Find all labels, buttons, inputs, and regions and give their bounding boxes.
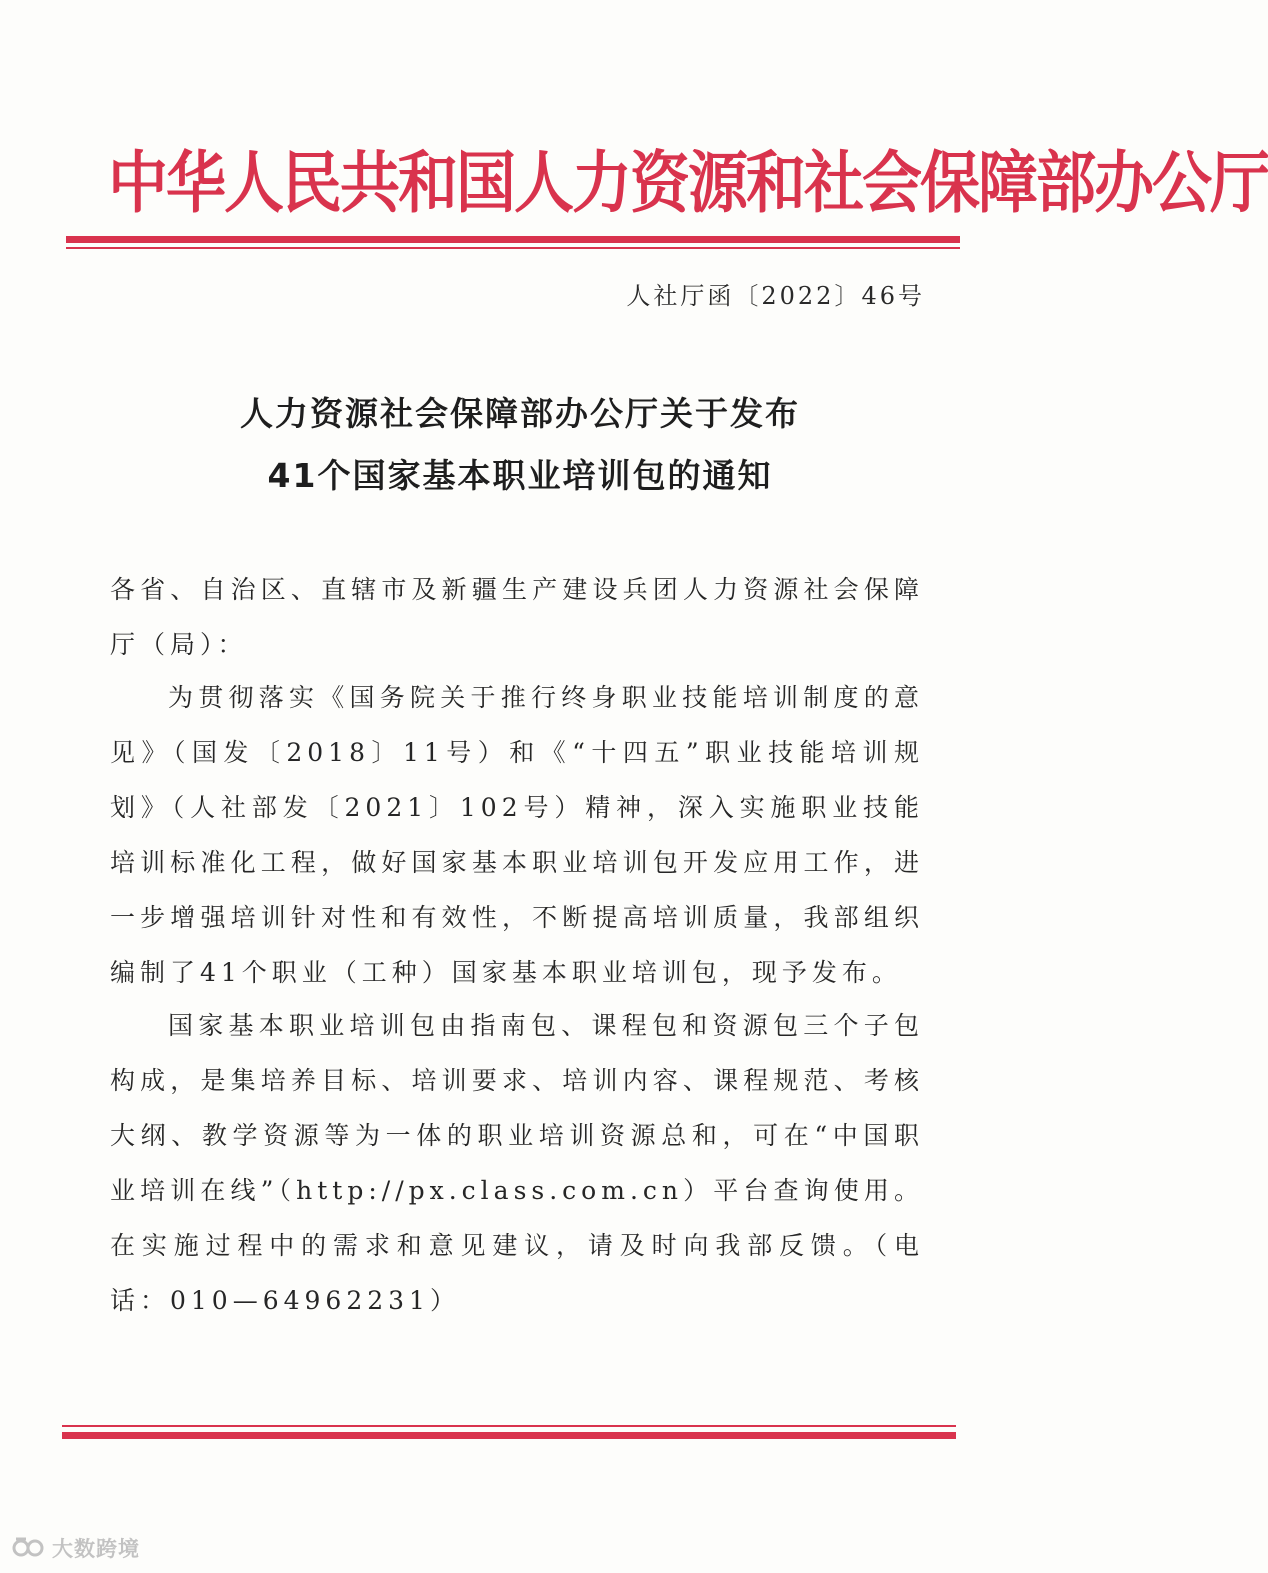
body-paragraph-1: 为贯彻落实《国务院关于推行终身职业技能培训制度的意见》（国发〔2018〕11号）和《“十四五”职业技能培训规划》（人社部发〔2021〕102号）精神，深入实施职业技能培训标准化工程，做好国家基本职业培训包开发应用工作，进一步增强培训针对性和有效性，不断提高培训质量，我部组织编制了41个职业（工种）国家基本职业培训包，现予发布。 xyxy=(110,683,924,987)
dashujuajing-logo-icon xyxy=(12,1535,46,1561)
footer-red-rule-thin xyxy=(62,1425,956,1427)
letterhead-red-rule-thick xyxy=(66,236,960,243)
document-number: 人社厅函〔2022〕46号 xyxy=(626,282,925,310)
footer-red-rule-thick xyxy=(62,1432,956,1439)
letterhead-red-rule-thin xyxy=(66,247,960,249)
document-title-line-1: 人力资源社会保障部办公厅关于发布 xyxy=(240,394,800,433)
body-paragraph-2: 国家基本职业培训包由指南包、课程包和资源包三个子包构成，是集培养目标、培训要求、培训内容、课程规范、考核大纲、教学资源等为一体的职业培训资源总和，可在“中国职业培训在线”（http://px.class.com.cn）平台查询使用。在实施过程中的需求和意见建议，请及时向我部反馈。（电话：010—64962231） xyxy=(110,1011,924,1315)
salutation: 各省、自治区、直辖市及新疆生产建设兵团人力资源社会保障厅（局）： xyxy=(110,575,924,659)
watermark xyxy=(12,1533,140,1563)
document-title-line-2: 41个国家基本职业培训包的通知 xyxy=(267,456,773,495)
letterhead-agency-name: 中华人民共和国人力资源和社会保障部办公厅 xyxy=(108,144,1268,223)
watermark-text: 大数跨境 xyxy=(52,1537,140,1561)
